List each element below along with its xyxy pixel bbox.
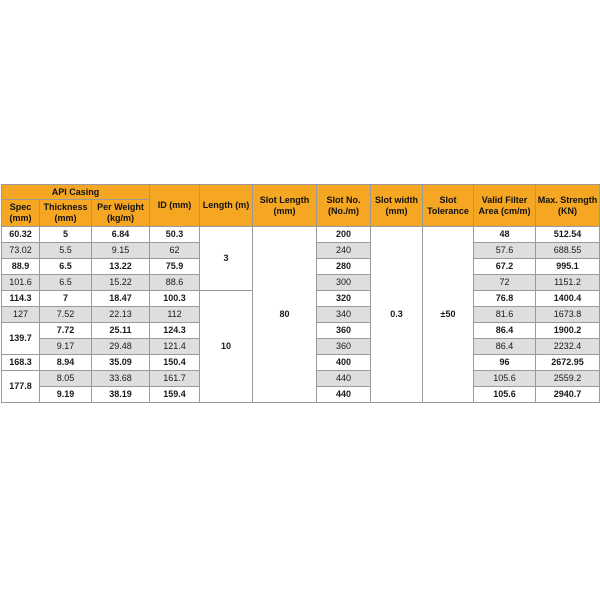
- strength-cell: 1151.2: [536, 275, 600, 291]
- id-cell: 62: [150, 243, 200, 259]
- length-header: Length (m): [200, 185, 253, 227]
- slot-no-cell: 360: [317, 323, 371, 339]
- thickness-cell: 6.5: [40, 275, 92, 291]
- strength-cell: 2940.7: [536, 387, 600, 403]
- id-cell: 88.6: [150, 275, 200, 291]
- slot-no-cell: 400: [317, 355, 371, 371]
- spec-table-container: [1, 184, 600, 403]
- filter-cell: 105.6: [474, 371, 536, 387]
- strength-cell: 1900.2: [536, 323, 600, 339]
- length-cell-a: 3: [200, 227, 253, 291]
- strength-cell: 2672.95: [536, 355, 600, 371]
- filter-cell: 72: [474, 275, 536, 291]
- id-header: ID (mm): [150, 185, 200, 227]
- spec-cell: 114.3: [2, 291, 40, 307]
- id-cell: 124.3: [150, 323, 200, 339]
- weight-cell: 25.11: [92, 323, 150, 339]
- table-row: [2, 227, 600, 243]
- slot-width-cell: 0.3: [371, 227, 423, 403]
- filter-cell: 67.2: [474, 259, 536, 275]
- id-cell: 100.3: [150, 291, 200, 307]
- filter-cell: 96: [474, 355, 536, 371]
- spec-cell-merged: 177.8: [2, 371, 40, 403]
- id-cell: 75.9: [150, 259, 200, 275]
- api-casing-header: API Casing: [2, 185, 150, 200]
- thickness-cell: 9.17: [40, 339, 92, 355]
- thickness-cell: 5: [40, 227, 92, 243]
- filter-cell: 48: [474, 227, 536, 243]
- id-cell: 161.7: [150, 371, 200, 387]
- strength-cell: 2232.4: [536, 339, 600, 355]
- slot-length-cell: 80: [253, 227, 317, 403]
- weight-cell: 33.68: [92, 371, 150, 387]
- thickness-cell: 9.19: [40, 387, 92, 403]
- filter-cell: 57.6: [474, 243, 536, 259]
- weight-cell: 22.13: [92, 307, 150, 323]
- weight-cell: 18.47: [92, 291, 150, 307]
- casing-spec-table: [1, 184, 600, 403]
- id-cell: 121.4: [150, 339, 200, 355]
- slot-no-cell: 200: [317, 227, 371, 243]
- slot-no-cell: 240: [317, 243, 371, 259]
- slot-no-cell: 340: [317, 307, 371, 323]
- filter-cell: 86.4: [474, 323, 536, 339]
- spec-cell: 101.6: [2, 275, 40, 291]
- slot-width-header: Slot width (mm): [371, 185, 423, 227]
- length-cell-b: 10: [200, 291, 253, 403]
- weight-cell: 15.22: [92, 275, 150, 291]
- thickness-cell: 5.5: [40, 243, 92, 259]
- strength-cell: 688.55: [536, 243, 600, 259]
- slot-no-cell: 300: [317, 275, 371, 291]
- spec-cell: 168.3: [2, 355, 40, 371]
- valid-filter-header: Valid Filter Area (cm/m): [474, 185, 536, 227]
- thickness-cell: 8.94: [40, 355, 92, 371]
- strength-cell: 1400.4: [536, 291, 600, 307]
- weight-cell: 35.09: [92, 355, 150, 371]
- spec-cell: 127: [2, 307, 40, 323]
- slot-length-header: Slot Length (mm): [253, 185, 317, 227]
- thickness-cell: 7.52: [40, 307, 92, 323]
- spec-cell: 88.9: [2, 259, 40, 275]
- thickness-cell: 6.5: [40, 259, 92, 275]
- slot-no-cell: 440: [317, 371, 371, 387]
- spec-cell: 73.02: [2, 243, 40, 259]
- id-cell: 159.4: [150, 387, 200, 403]
- slot-no-cell: 320: [317, 291, 371, 307]
- filter-cell: 81.6: [474, 307, 536, 323]
- slot-no-cell: 280: [317, 259, 371, 275]
- id-cell: 150.4: [150, 355, 200, 371]
- thickness-cell: 7.72: [40, 323, 92, 339]
- id-cell: 50.3: [150, 227, 200, 243]
- thickness-cell: 7: [40, 291, 92, 307]
- weight-cell: 29.48: [92, 339, 150, 355]
- filter-cell: 76.8: [474, 291, 536, 307]
- id-cell: 112: [150, 307, 200, 323]
- spec-cell-merged: 139.7: [2, 323, 40, 355]
- thickness-cell: 8.05: [40, 371, 92, 387]
- weight-cell: 9.15: [92, 243, 150, 259]
- per-weight-header: Per Weight (kg/m): [92, 200, 150, 227]
- strength-cell: 512.54: [536, 227, 600, 243]
- slot-tolerance-cell: ±50: [423, 227, 474, 403]
- strength-cell: 995.1: [536, 259, 600, 275]
- filter-cell: 105.6: [474, 387, 536, 403]
- thickness-header: Thickness (mm): [40, 200, 92, 227]
- weight-cell: 38.19: [92, 387, 150, 403]
- slot-no-header: Slot No. (No./m): [317, 185, 371, 227]
- strength-cell: 2559.2: [536, 371, 600, 387]
- max-strength-header: Max. Strength (KN): [536, 185, 600, 227]
- slot-no-cell: 360: [317, 339, 371, 355]
- weight-cell: 6.84: [92, 227, 150, 243]
- slot-tolerance-header: Slot Tolerance: [423, 185, 474, 227]
- slot-no-cell: 440: [317, 387, 371, 403]
- spec-header: Spec (mm): [2, 200, 40, 227]
- strength-cell: 1673.8: [536, 307, 600, 323]
- filter-cell: 86.4: [474, 339, 536, 355]
- spec-cell: 60.32: [2, 227, 40, 243]
- weight-cell: 13.22: [92, 259, 150, 275]
